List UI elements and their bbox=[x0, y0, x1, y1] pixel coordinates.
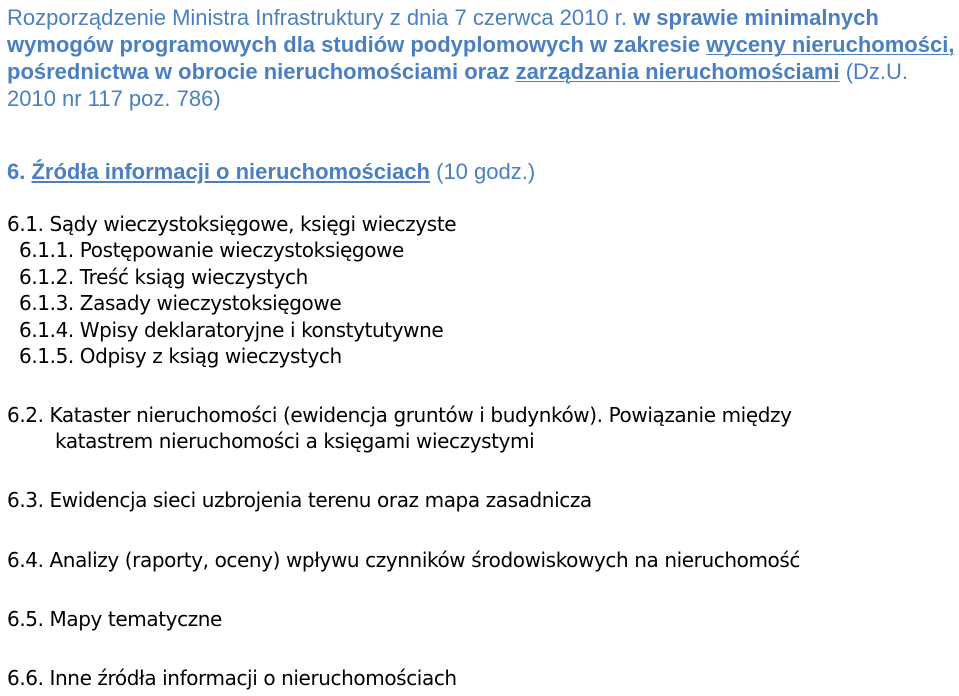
list-item-6-1-4: 6.1.4. Wpisy deklaratoryjne i konstytutywne bbox=[19, 318, 444, 342]
section-title-link[interactable]: Źródła informacji o nieruchomościach bbox=[31, 159, 430, 184]
list-item-6-6: 6.6. Inne źródła informacji o nieruchomościach bbox=[7, 666, 457, 690]
list-item-6-4: 6.4. Analizy (raporty, oceny) wpływu czynników środowiskowych na nieruchomość bbox=[7, 548, 800, 572]
list-item-6-2-cont: katastrem nieruchomości a księgami wieczystymi bbox=[55, 429, 535, 453]
list-item-6-1-5: 6.1.5. Odpisy z ksiąg wieczystych bbox=[19, 344, 342, 368]
section-number: 6. bbox=[7, 159, 32, 184]
header-subject: w sprawie minimalnych wymogów programowych dla studiów podyplomowych w zakresie bbox=[7, 5, 879, 57]
header-link-valuation[interactable]: wyceny nieruchomości, bbox=[706, 32, 955, 57]
list-item-6-1-1: 6.1.1. Postępowanie wieczystoksięgowe bbox=[19, 238, 404, 262]
list-item-6-2: 6.2. Kataster nieruchomości (ewidencja gruntów i budynków). Powiązanie między bbox=[7, 403, 792, 427]
header-link-management[interactable]: zarządzania nieruchomościami bbox=[515, 59, 840, 84]
header-subject-cont: pośrednictwa w obrocie nieruchomościami oraz bbox=[7, 59, 516, 84]
list-item-6-1: 6.1. Sądy wieczystoksięgowe, księgi wieczyste bbox=[7, 212, 457, 236]
header-title: Rozporządzenie Ministra Infrastruktury z dnia 7 czerwca 2010 r. bbox=[7, 5, 634, 30]
list-item-6-5: 6.5. Mapy tematyczne bbox=[7, 607, 222, 631]
list-item-6-1-2: 6.1.2. Treść ksiąg wieczystych bbox=[19, 265, 308, 289]
section-title bbox=[7, 158, 535, 185]
list-item-6-1-3: 6.1.3. Zasady wieczystoksięgowe bbox=[19, 291, 342, 315]
header-citation: (Dz.U. 2010 nr 117 poz. 786) bbox=[7, 59, 909, 111]
section-hours: (10 godz.) bbox=[430, 159, 536, 184]
list-item-6-3: 6.3. Ewidencja sieci uzbrojenia terenu oraz mapa zasadnicza bbox=[7, 488, 592, 512]
regulation-header bbox=[7, 4, 957, 112]
